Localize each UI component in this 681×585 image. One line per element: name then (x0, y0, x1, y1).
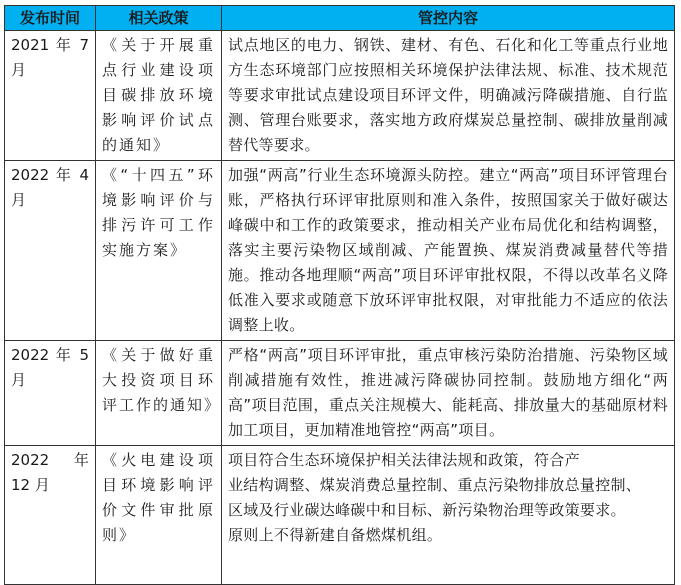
content-cell: 试点地区的电力、钢铁、建材、有色、石化和化工等重点行业地方生态环境部门应按照相关环境保护法律法规、标准、技术规范等要求审批试点建设项目环评文件，明确减污降碳措施、自行监测、管理台账要求，落实地方政府煤炭总量控制、碳排放量削减替代等要求。 (222, 31, 675, 161)
header-policy: 相关政策 (96, 6, 222, 31)
date-cell: 2022 年 5 月 (5, 341, 96, 446)
content-cell (222, 446, 675, 585)
table-row (5, 31, 675, 161)
header-content: 管控内容 (222, 6, 675, 31)
header-row (5, 6, 675, 31)
content-cell: 加强“两高”行业生态环境源头防控。建立“两高”项目环评管理台账，严格执行环评审批原则和准入条件，按照国家关于做好碳达峰碳中和工作的政策要求，推动相关产业布局优化和结构调整，落实主要污染物区域削减、产能置换、煤炭消费减量替代等措施。推动各地理顺“两高”项目环评审批权限，不得以改革名义降低准入要求或随意下放环评审批权限，对审批能力不适应的依法调整上收。 (222, 161, 675, 341)
table-row (5, 161, 675, 341)
content-line: 原则上不得新建自备燃煤机组。 (228, 526, 443, 544)
content-line: 业结构调整、煤炭消费总量控制、重点污染物排放总量控制、 (228, 476, 642, 494)
table-row (5, 341, 675, 446)
content-line: 项目符合生态环境保护相关法律法规和政策，符合产 (228, 451, 580, 469)
policy-cell: 《“十四五”环境影响评价与排污许可工作实施方案》 (96, 161, 222, 341)
table-row (5, 446, 675, 585)
policy-cell: 《关于开展重点行业建设项目碳排放环境影响评价试点的通知》 (96, 31, 222, 161)
policy-cell: 《关于做好重大投资项目环评工作的通知》 (96, 341, 222, 446)
content-line: 区域及行业碳达峰碳中和目标、新污染物治理等政策要求。 (228, 501, 626, 519)
header-date: 发布时间 (5, 6, 96, 31)
content-cell: 严格“两高”项目环评审批，重点审核污染防治措施、污染物区域削减措施有效性，推进减污降碳协同控制。鼓励地方细化“两高”项目范围，重点关注规模大、能耗高、排放量大的基础原材料加工项目，更加精准地管控“两高”项目。 (222, 341, 675, 446)
date-cell: 2021 年 7 月 (5, 31, 96, 161)
policy-cell: 《火电建设项目环境影响评价文件审批原则》 (96, 446, 222, 585)
date-cell: 2022 年 4 月 (5, 161, 96, 341)
date-cell: 2022 年 12 月 (5, 446, 96, 585)
policy-table (4, 5, 675, 585)
